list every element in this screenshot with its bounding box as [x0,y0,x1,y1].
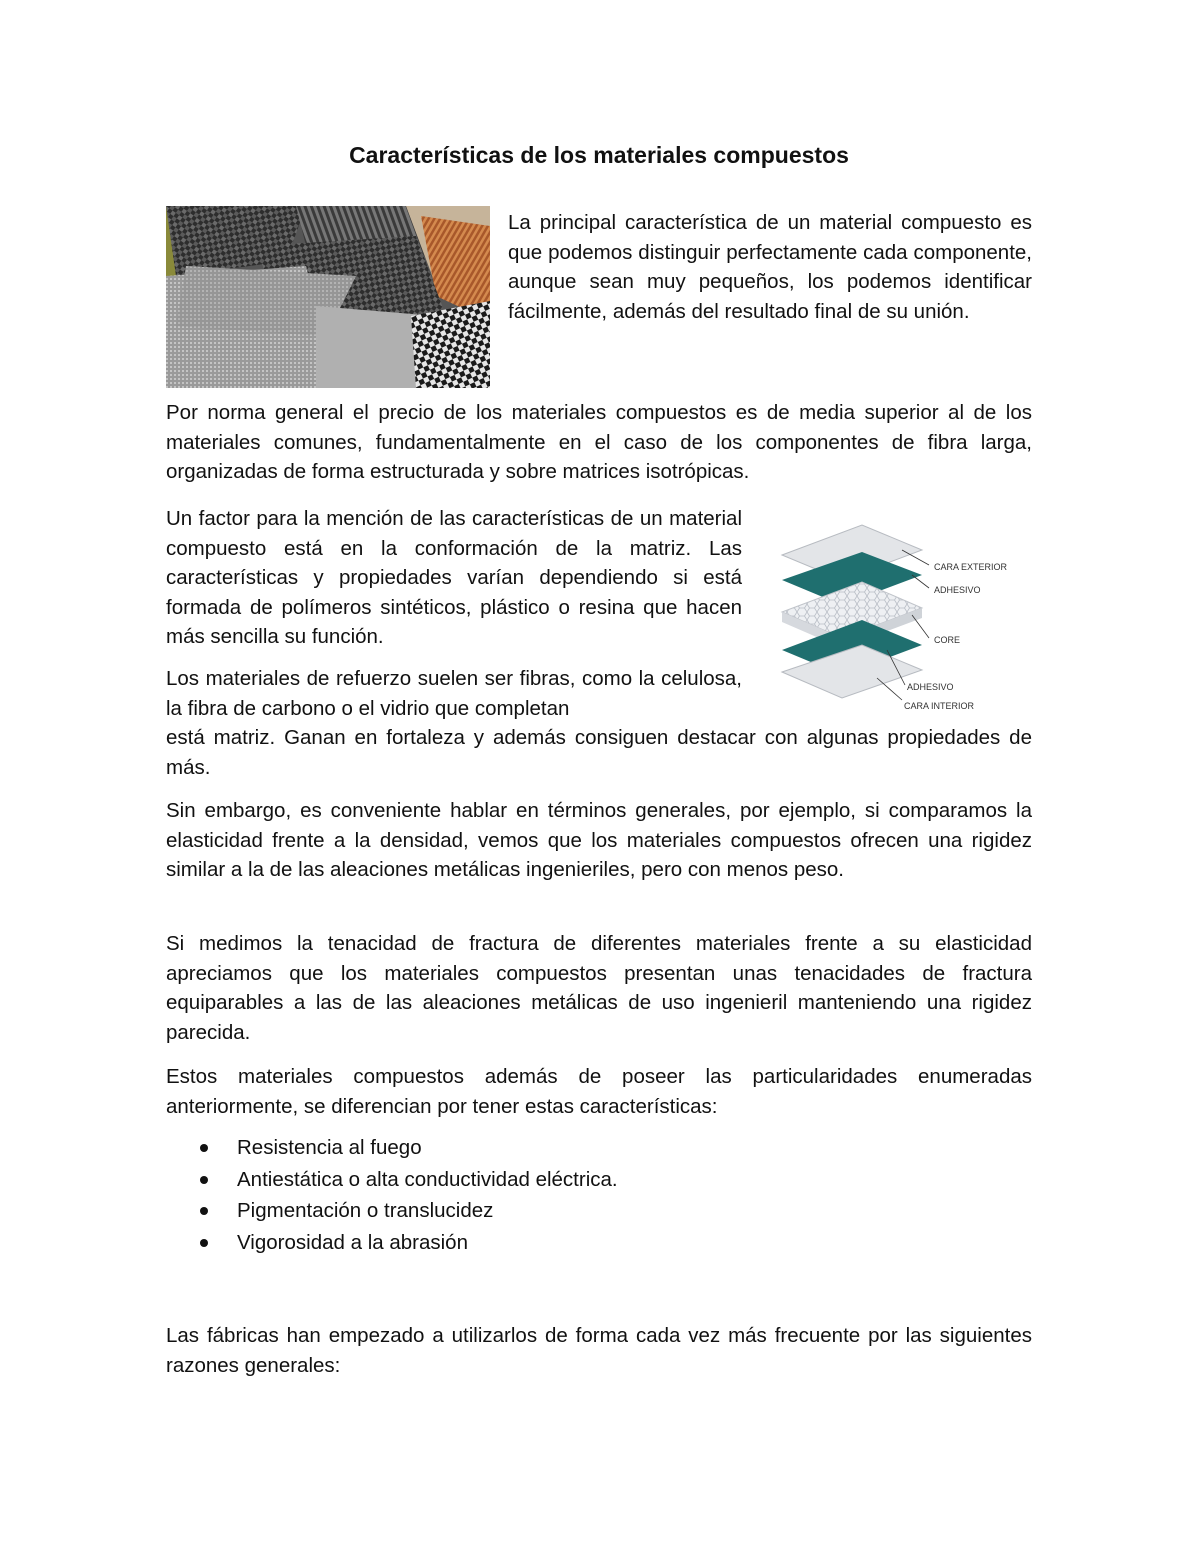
sandwich-panel-diagram [777,520,1032,715]
bullet-icon [200,1207,208,1215]
list-item [200,1133,618,1165]
composite-materials-photo [166,206,490,388]
paragraph-particularities: Estos materiales compuestos además de poseer las particularidades enumeradas anteriormente, se diferencian por tener estas características: [166,1065,1032,1118]
list-item-text: Vigorosidad a la abrasión [237,1230,468,1254]
bullet-icon [200,1144,208,1152]
paragraph-reinforcement: Los materiales de refuerzo suelen ser fibras, como la celulosa, la fibra de carbono o el vidrio que completan [166,667,742,720]
list-item-text: Antiestática o alta conductividad eléctrica. [237,1167,618,1191]
paragraph-factories: Las fábricas han empezado a utilizarlos de forma cada vez más frecuente por las siguientes razones generales: [166,1324,1032,1377]
list-item-text: Pigmentación o translucidez [237,1199,494,1223]
diagram-label-adhesive-bottom: ADHESIVO [907,682,954,692]
paragraph-price: Por norma general el precio de los materiales compuestos es de media superior al de los materiales comunes, fundamentalmente en el caso de los componentes de fibra larga, organizadas de forma estructurada y sobre matrices isotrópicas. [166,401,1032,483]
diagram-label-outer: CARA EXTERIOR [934,562,1008,572]
diagram-label-core: CORE [934,635,961,645]
list-item [200,1196,618,1228]
bullet-icon [200,1176,208,1184]
characteristics-list [200,1133,618,1259]
list-item [200,1228,618,1260]
bullet-icon [200,1239,208,1247]
paragraph-intro: La principal característica de un material compuesto es que podemos distinguir perfectamente cada componente, aunque sean muy pequeños, los podemos identificar fácilmente, además del resultado final de su unión. [508,211,1032,323]
document-title: Características de los materiales compuestos [349,142,849,168]
diagram-label-adhesive-top: ADHESIVO [934,585,981,595]
paragraph-reinforcement-continued: está matriz. Ganan en fortaleza y además consiguen destacar con algunas propiedades de más. [166,726,1032,779]
list-item [200,1165,618,1197]
paragraph-elasticity: Sin embargo, es conveniente hablar en términos generales, por ejemplo, si comparamos la elasticidad frente a la densidad, vemos que los materiales compuestos ofrecen una rigidez similar a la de las aleaciones metálicas ingenieriles, pero con menos peso. [166,799,1032,881]
list-item-text: Resistencia al fuego [237,1136,422,1159]
paragraph-matrix: Un factor para la mención de las características de un material compuesto está en la conformación de la matriz. Las características y propiedades varían dependiendo si está formada de polímeros sintéticos, plástico o resina que hacen más sencilla su función. [166,507,742,648]
diagram-label-inner: CARA INTERIOR [904,701,975,711]
paragraph-toughness: Si medimos la tenacidad de fractura de diferentes materiales frente a su elasticidad apreciamos que los materiales compuestos presentan unas tenacidades de fractura equiparables a las de las aleaciones metálicas de uso ingenieril manteniendo una rigidez parecida. [166,932,1032,1044]
